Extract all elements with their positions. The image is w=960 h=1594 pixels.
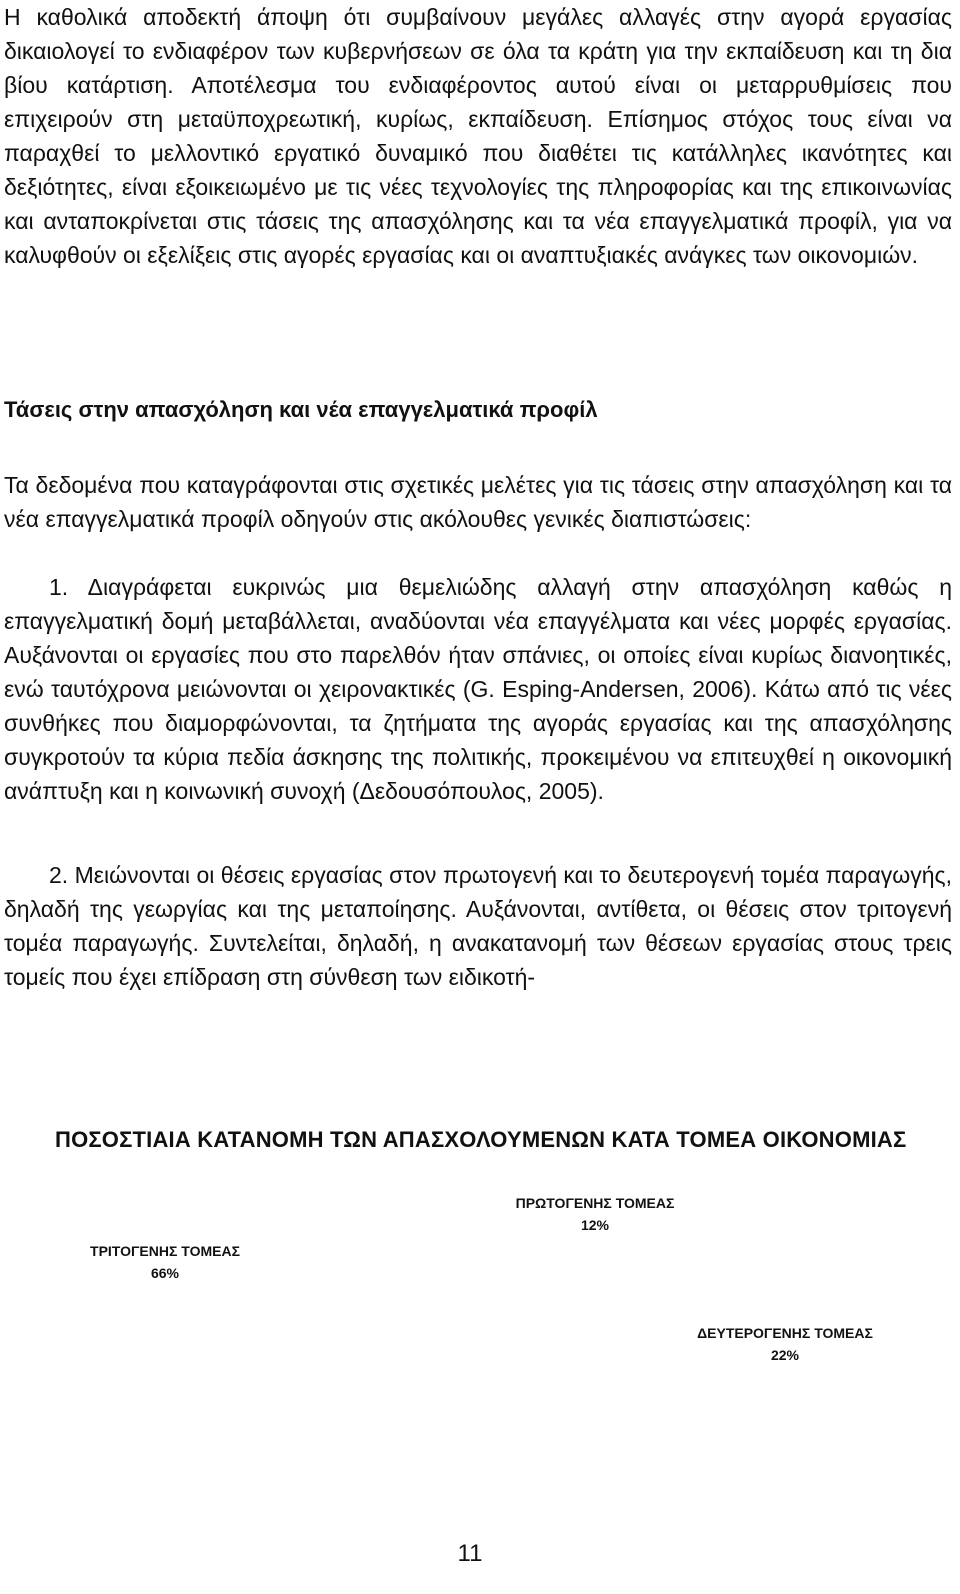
sector-distribution-chart — [0, 1115, 960, 1395]
slice-value-secondary: 22% — [770, 1347, 800, 1363]
slice-name-primary: ΠΡΩΤΟΓΕΝΗΣ ΤΟΜΕΑΣ — [515, 1195, 675, 1211]
slice-value-primary: 12% — [580, 1217, 610, 1233]
slice-name-secondary: ΔΕΥΤΕΡΟΓΕΝΗΣ ΤΟΜΕΑΣ — [697, 1325, 873, 1341]
chart-title: ΠΟΣΟΣΤΙΑΙΑ ΚΑΤΑΝΟΜΗ ΤΩΝ ΑΠΑΣΧΟΛΟΥΜΕΝΩΝ ΚΑΤΑ ΤΟΜΕΑ ΟΙΚΟΝΟΜΙΑΣ — [55, 1127, 907, 1152]
section-heading: Τάσεις στην απασχόληση και νέα επαγγελματικά προφίλ — [4, 397, 598, 422]
finding-item-2: 2. Μειώνονται οι θέσεις εργασίας στον πρωτογενή και το δευτερογενή τομέα παραγωγής, δηλαδή της γεωργίας και της μεταποίησης. Αυξάνονται, αντίθετα, οι θέσεις στον τριτογενή τομέα παραγωγής. Συντελείται, δηλαδή, η ανακατανομή των θέσεων εργασίας στους τρεις τομείς που έχει επίδραση στη σύνθεση των ειδικοτή- — [4, 862, 952, 990]
slice-label-secondary — [680, 1322, 890, 1366]
slice-label-primary — [500, 1192, 690, 1236]
slice-name-tertiary: ΤΡΙΤΟΓΕΝΗΣ ΤΟΜΕΑΣ — [90, 1243, 240, 1259]
slice-value-tertiary: 66% — [150, 1265, 180, 1281]
slice-label-tertiary — [70, 1240, 260, 1284]
page-number: 11 — [457, 1540, 483, 1567]
finding-item-1: 1. Διαγράφεται ευκρινώς μια θεμελιώδης αλλαγή στην απασχόληση καθώς η επαγγελματική δομή μεταβάλλεται, αναδύονται νέα επαγγέλματα και νέες μορφές εργασίας. Αυξάνονται οι εργασίες που στο παρελθόν ήταν σπάνιες, οι οποίες είναι κυρίως διανοητικές, ενώ ταυτόχρονα μειώνονται οι χειρονακτικές (G. Esping-Andersen, 2006). Κάτω από τις νέες συνθήκες που διαμορφώνονται, τα ζητήματα της αγοράς εργασίας και της απασχόλησης συγκροτούν τα κύρια πεδία άσκησης της πολιτικής, προκειμένου να επιτευχθεί η οικονομική ανάπτυξη και η κοινωνική συνοχή (Δεδουσόπουλος, 2005). — [4, 574, 952, 804]
intro-paragraph: Η καθολικά αποδεκτή άποψη ότι συμβαίνουν μεγάλες αλλαγές στην αγορά εργασίας δικαιολογεί το ενδιαφέρον των κυβερνήσεων σε όλα τα κράτη για την εκπαίδευση και τη δια βίου κατάρτιση. Αποτέλεσμα του ενδιαφέροντος αυτού είναι οι μεταρρυθμίσεις που επιχειρούν στη μεταϋποχρεωτική, κυρίως, εκπαίδευση. Επίσημος στόχος τους είναι να παραχθεί το μελλοντικό εργατικό δυναμικό που διαθέτει τις κατάλληλες ικανότητες και δεξιότητες, είναι εξοικειωμένο με τις νέες τεχνολογίες της πληροφορίας και της επικοινωνίας και ανταποκρίνεται στις τάσεις της απασχόλησης και τα νέα επαγγελματικά προφίλ, για να καλυφθούν οι εξελίξεις στις αγορές εργασίας και οι αναπτυξιακές ανάγκες των οικονομιών. — [4, 4, 952, 268]
section-paragraph: Τα δεδομένα που καταγράφονται στις σχετικές μελέτες για τις τάσεις στην απασχόληση και τα νέα επαγγελματικά προφίλ οδηγούν στις ακόλουθες γενικές διαπιστώσεις: — [4, 472, 952, 532]
